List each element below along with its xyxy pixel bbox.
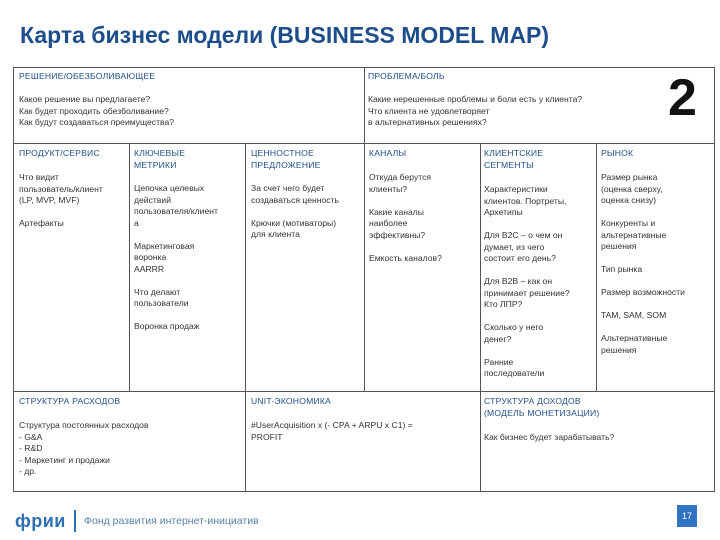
solution-label: РЕШЕНИЕ/ОБЕЗБОЛИВАЮЩЕЕ xyxy=(19,71,156,81)
costs-text xyxy=(19,420,149,478)
text-line: - R&D xyxy=(19,443,43,453)
text-line: PROFIT xyxy=(251,431,283,442)
text-line xyxy=(369,241,442,253)
text-line: Тип рынка xyxy=(601,264,643,274)
text-line: Что делают xyxy=(134,286,181,297)
text-line xyxy=(19,207,103,219)
text-line: Архетипы xyxy=(484,207,523,217)
text-line: - Маркетинг и продажи xyxy=(19,454,110,465)
text-line: (LP, MVP, MVF) xyxy=(19,195,80,205)
text-line: действий xyxy=(134,194,171,205)
text-line: СЕГМЕНТЫ xyxy=(484,159,534,170)
frii-logo: фрии xyxy=(15,511,66,531)
text-line: клиенты? xyxy=(369,183,408,194)
text-line: Какие нерешенные проблемы и боли есть у клиента? xyxy=(368,94,583,104)
text-line: клиентов. Портреты, xyxy=(484,195,567,206)
text-line xyxy=(601,253,685,265)
text-line: Кто ЛПР? xyxy=(484,299,523,309)
text-line: AARRR xyxy=(134,263,165,274)
text-line xyxy=(601,207,685,219)
text-line xyxy=(251,206,339,218)
footer-org-name: Фонд развития интернет-инициатив xyxy=(84,515,259,527)
text-line: Характеристики xyxy=(484,184,548,194)
text-line: ЦЕННОСТНОЕ xyxy=(251,148,314,158)
text-line: Что клиента не удовлетворяет xyxy=(368,105,490,116)
logo-separator xyxy=(74,510,76,532)
segments-label xyxy=(484,148,543,171)
text-line: создаваться ценность xyxy=(251,194,340,205)
text-line: решения xyxy=(601,241,637,251)
text-line: состоит его день? xyxy=(484,253,556,263)
text-line: Как будут создаваться преимущества? xyxy=(19,117,175,127)
text-line: Как бизнес будет зарабатывать? xyxy=(484,432,615,442)
product-text xyxy=(19,172,103,230)
text-line: Какие каналы xyxy=(369,206,424,217)
text-line xyxy=(369,195,442,207)
slide-number-badge: 17 xyxy=(677,505,697,527)
text-line xyxy=(601,322,685,334)
revenue-label xyxy=(484,396,599,419)
divider-bottom xyxy=(13,391,715,392)
divider-col-3 xyxy=(364,143,365,391)
divider-solution-problem xyxy=(364,67,365,143)
text-line: воронка xyxy=(134,252,167,262)
text-line: эффективны? xyxy=(369,229,426,240)
text-line: оценка снизу) xyxy=(601,195,657,205)
text-line: пользователя/клиент xyxy=(134,206,218,216)
page-title: Карта бизнес модели (BUSINESS MODEL MAP) xyxy=(20,22,550,48)
value-label xyxy=(251,148,321,171)
segments-text xyxy=(484,184,570,380)
text-line: Как будет проходить обезболивание? xyxy=(19,105,169,116)
text-line: Воронка продаж xyxy=(134,321,200,331)
text-line: Емкость каналов? xyxy=(369,252,442,263)
text-line: СТРУКТУРА ДОХОДОВ xyxy=(484,396,581,406)
text-line: #UserAcquisition x (- CPA + ARPU x C1) = xyxy=(251,420,413,430)
metrics-label xyxy=(134,148,185,171)
text-line xyxy=(601,299,685,311)
text-line: наиболее xyxy=(369,218,408,228)
problem-label: ПРОБЛЕМА/БОЛЬ xyxy=(368,71,445,81)
unit-economics-label: UNIT-ЭКОНОМИКА xyxy=(251,396,331,406)
metrics-text xyxy=(134,183,218,333)
text-line: Сколько у него xyxy=(484,322,544,332)
text-line xyxy=(484,345,570,357)
text-line: решения xyxy=(601,344,637,355)
unit-economics-text xyxy=(251,420,413,443)
text-line: КЛИЕНТСКИЕ xyxy=(484,148,544,158)
text-line: принимает решение? xyxy=(484,287,570,298)
text-line: Размер возможности xyxy=(601,287,685,297)
market-text xyxy=(601,172,685,356)
text-line: Ранние xyxy=(484,356,514,367)
solution-text xyxy=(19,94,174,129)
text-line: Откуда берутся xyxy=(369,172,432,182)
text-line: За счет чего будет xyxy=(251,183,325,193)
text-line: (оценка сверху, xyxy=(601,183,663,194)
text-line xyxy=(134,275,218,287)
text-line: Крючки (мотиваторы) xyxy=(251,217,337,228)
text-line: альтернативные xyxy=(601,229,667,240)
text-line: - др. xyxy=(19,466,37,476)
channels-label: КАНАЛЫ xyxy=(369,148,407,158)
text-line: Структура постоянных расходов xyxy=(19,420,149,430)
text-line: Артефакты xyxy=(19,218,64,228)
market-label: РЫНОК xyxy=(601,148,634,158)
text-line: пользователь/клиент xyxy=(19,183,103,194)
text-line: КЛЮЧЕВЫЕ xyxy=(134,148,186,158)
text-line: Какое решение вы предлагаете? xyxy=(19,94,151,104)
text-line: Что видит xyxy=(19,172,59,182)
product-label: ПРОДУКТ/СЕРВИС xyxy=(19,148,100,158)
text-line xyxy=(134,310,218,322)
text-line: Цепочка целевых xyxy=(134,183,205,193)
divider-col-5 xyxy=(596,143,597,391)
text-line xyxy=(484,311,570,323)
text-line: Конкуренты и xyxy=(601,218,656,228)
text-line: Альтернативные xyxy=(601,333,668,343)
text-line: думает, из чего xyxy=(484,241,545,252)
value-text xyxy=(251,183,339,241)
revenue-text xyxy=(484,432,614,444)
channels-text xyxy=(369,172,442,264)
text-line: Для B2C – о чем он xyxy=(484,230,563,240)
text-line: Размер рынка xyxy=(601,172,658,182)
text-line: Для B2B – как он xyxy=(484,276,553,286)
text-line: в альтернативных решениях? xyxy=(368,117,487,127)
step-number: 2 xyxy=(668,69,697,127)
text-line xyxy=(484,265,570,277)
costs-label: СТРУКТУРА РАСХОДОВ xyxy=(19,396,121,406)
text-line: Маркетинговая xyxy=(134,240,195,251)
divider-col-1 xyxy=(129,143,130,391)
text-line: (МОДЕЛЬ МОНЕТИЗАЦИИ) xyxy=(484,407,600,418)
divider-col-4 xyxy=(480,143,481,492)
text-line: - G&A xyxy=(19,431,43,442)
text-line xyxy=(134,229,218,241)
text-line: последователи xyxy=(484,368,545,378)
text-line xyxy=(601,276,685,288)
text-line: для клиента xyxy=(251,229,300,239)
text-line: денег? xyxy=(484,333,512,344)
text-line: пользователи xyxy=(134,298,189,308)
text-line: а xyxy=(134,217,139,228)
divider-col-2 xyxy=(245,143,246,492)
text-line: МЕТРИКИ xyxy=(134,159,177,170)
problem-text xyxy=(368,94,582,129)
text-line: TAM, SAM, SOM xyxy=(601,310,667,320)
text-line: ПРЕДЛОЖЕНИЕ xyxy=(251,159,321,170)
text-line xyxy=(484,219,570,231)
